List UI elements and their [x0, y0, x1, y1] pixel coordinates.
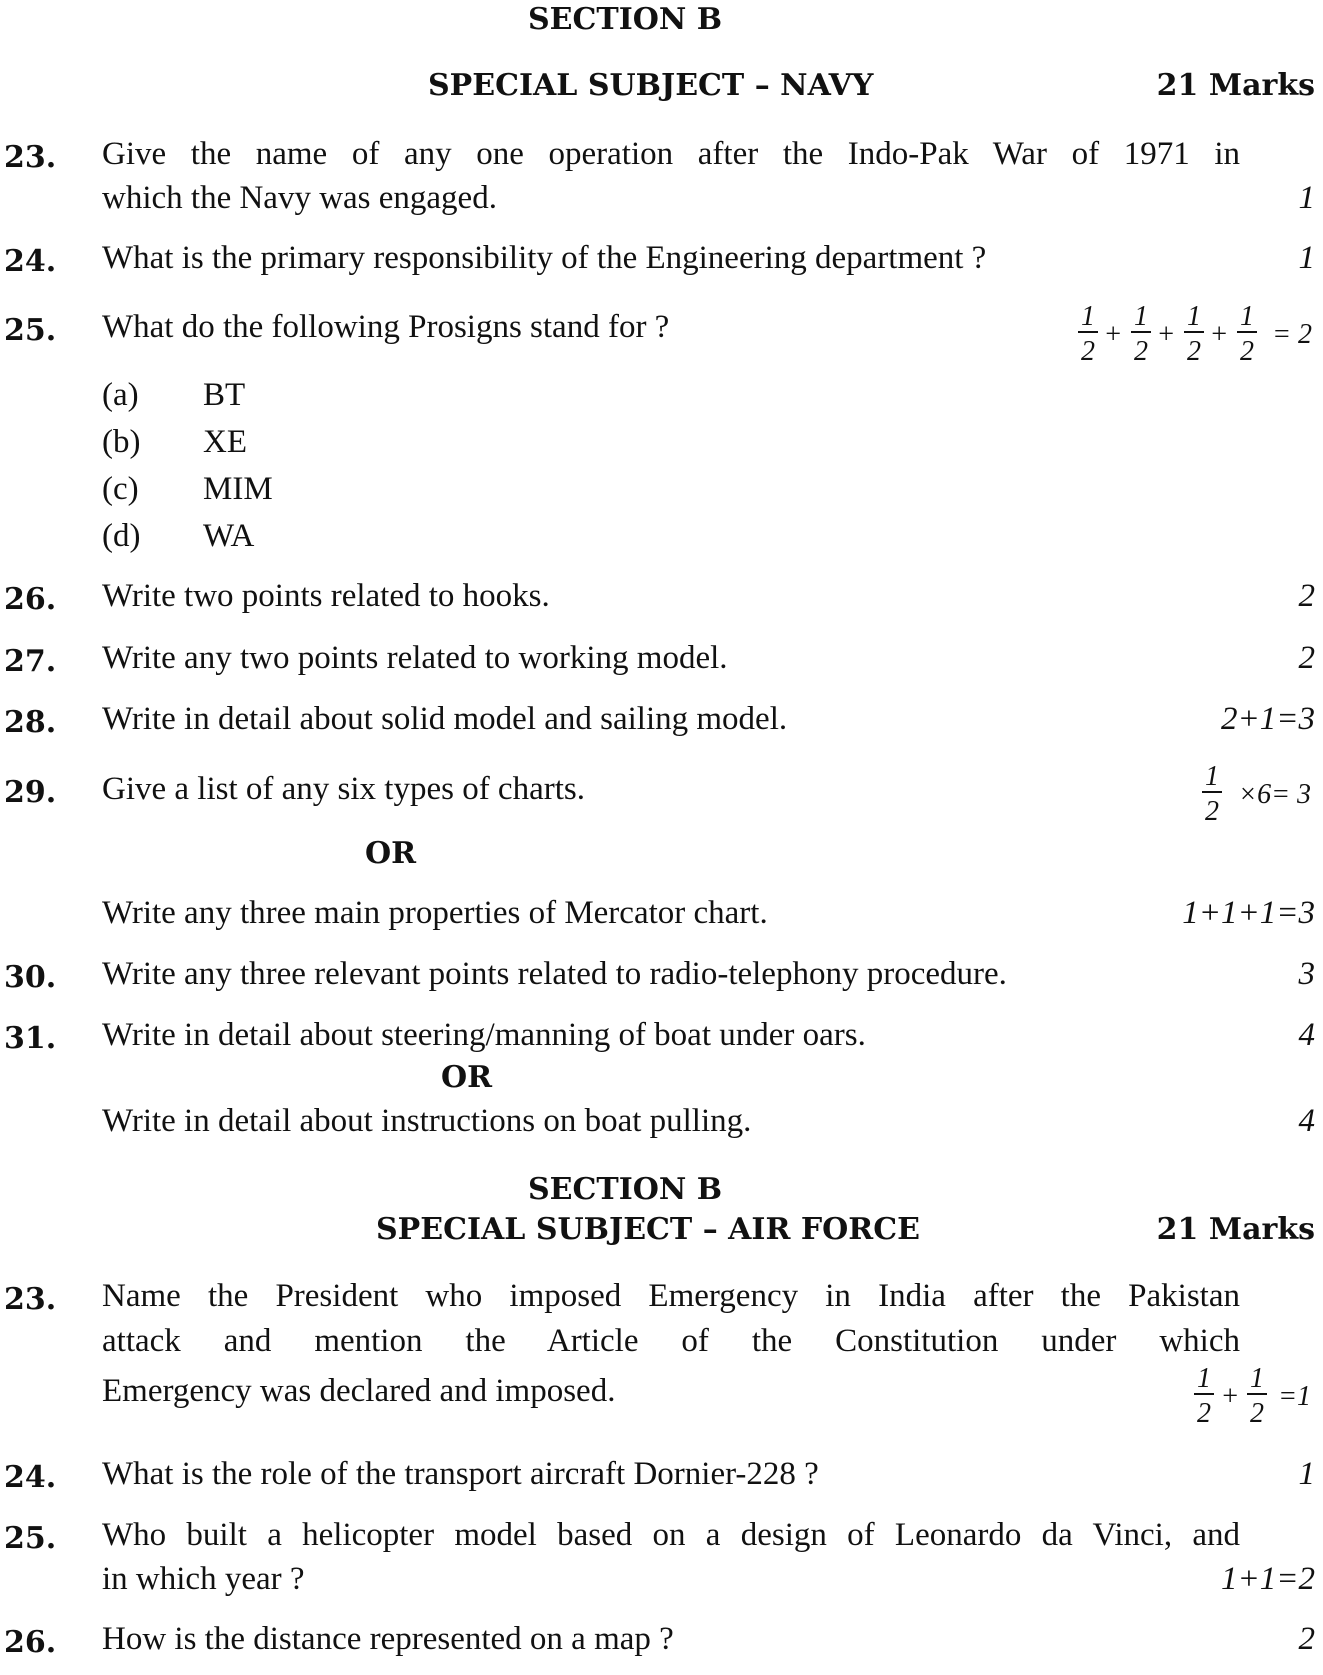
- navy-q29-alt-marks: 1+1+1=3: [1182, 895, 1315, 931]
- navy-q26-text: Write two points related to hooks.: [102, 578, 550, 614]
- navy-q29-alt-text: Write any three main properties of Mercator chart.: [102, 895, 768, 931]
- navy-q28-marks: 2+1=3: [1220, 701, 1315, 737]
- airforce-q24-number: 24.: [4, 1460, 57, 1495]
- airforce-q26-number: 26.: [4, 1625, 57, 1660]
- airforce-q24-marks: 1: [1298, 1456, 1315, 1492]
- navy-q30-number: 30.: [4, 960, 57, 995]
- navy-q30-text: Write any three relevant points related to radio-telephony procedure.: [102, 956, 1007, 992]
- airforce-total-marks: 21 Marks: [1156, 1212, 1315, 1247]
- navy-q27-number: 27.: [4, 644, 57, 679]
- navy-q26-marks: 2: [1298, 578, 1315, 614]
- fraction-numerator: 1: [1187, 301, 1201, 332]
- fraction-denominator: 2: [1187, 336, 1201, 367]
- navy-q31-alt-text: Write in detail about instructions on boat pulling.: [102, 1103, 752, 1139]
- plus-sign: +: [1209, 319, 1229, 350]
- navy-q23-number: 23.: [4, 140, 57, 175]
- navy-q25-option-c-text: MIM: [203, 471, 273, 507]
- navy-q31-or: OR: [441, 1060, 493, 1095]
- navy-q29-text: Give a list of any six types of charts.: [102, 771, 585, 807]
- airforce-q25-text-line1: Who built a helicopter model based on a design of Leonardo da Vinci, and: [102, 1517, 1240, 1553]
- navy-q25-option-d-text: WA: [203, 518, 255, 554]
- plus-sign: +: [1220, 1381, 1240, 1412]
- navy-q27-marks: 2: [1298, 640, 1315, 676]
- navy-q31-marks: 4: [1298, 1017, 1315, 1053]
- fraction-denominator: 2: [1250, 1398, 1264, 1429]
- navy-q29-marks-formula: [1190, 758, 1315, 828]
- navy-subject-heading: SPECIAL SUBJECT – NAVY: [428, 68, 874, 103]
- plus-sign: +: [1156, 319, 1176, 350]
- airforce-q23-number: 23.: [4, 1282, 57, 1317]
- airforce-q24-text: What is the role of the transport aircraft Dornier-228 ?: [102, 1456, 819, 1492]
- fraction-numerator: 1: [1134, 301, 1148, 332]
- fraction-numerator: 1: [1250, 1363, 1264, 1394]
- fraction-numerator: 1: [1205, 761, 1219, 792]
- airforce-q25-marks: 1+1=2: [1220, 1561, 1315, 1597]
- fraction-numerator: 1: [1197, 1363, 1211, 1394]
- navy-q28-number: 28.: [4, 705, 57, 740]
- airforce-q23-text-line2: attack and mention the Article of the Constitution under which: [102, 1323, 1240, 1359]
- airforce-q23-text-line3: Emergency was declared and imposed.: [102, 1373, 616, 1409]
- navy-section-heading: SECTION B: [528, 2, 723, 37]
- navy-q31-alt-marks: 4: [1298, 1103, 1315, 1139]
- airforce-q26-text: How is the distance represented on a map ?: [102, 1621, 674, 1657]
- navy-q29-or: OR: [365, 836, 417, 871]
- fraction-numerator: 1: [1240, 301, 1254, 332]
- navy-q25-option-b-text: XE: [203, 424, 247, 460]
- navy-q29-number: 29.: [4, 775, 57, 810]
- fraction-denominator: 2: [1197, 1398, 1211, 1429]
- airforce-q25-number: 25.: [4, 1521, 57, 1556]
- navy-q31-text: Write in detail about steering/manning of boat under oars.: [102, 1017, 866, 1053]
- airforce-q25-text-line2: in which year ?: [102, 1561, 305, 1597]
- navy-q24-number: 24.: [4, 244, 57, 279]
- navy-q25-marks-formula: [1068, 298, 1318, 368]
- plus-sign: +: [1103, 319, 1123, 350]
- navy-q23-text-line1: Give the name of any one operation after the Indo-Pak War of 1971 in: [102, 136, 1240, 172]
- navy-q25-number: 25.: [4, 313, 57, 348]
- airforce-q23-marks-formula: [1184, 1360, 1315, 1430]
- fraction-denominator: 2: [1081, 336, 1095, 367]
- navy-q25-option-b-label: (b): [102, 424, 141, 460]
- navy-q25-option-a-label: (a): [102, 377, 139, 413]
- navy-q24-text: What is the primary responsibility of the Engineering department ?: [102, 240, 987, 276]
- fraction-numerator: 1: [1081, 301, 1095, 332]
- navy-q30-marks: 3: [1298, 956, 1315, 992]
- navy-q26-number: 26.: [4, 582, 57, 617]
- airforce-q23-text-line1: Name the President who imposed Emergency in India after the Pakistan: [102, 1278, 1240, 1314]
- navy-q23-marks: 1: [1298, 180, 1315, 216]
- total-value: =1: [1278, 1381, 1311, 1412]
- navy-q31-number: 31.: [4, 1021, 57, 1056]
- navy-q28-text: Write in detail about solid model and sailing model.: [102, 701, 788, 737]
- navy-q23-text-line2: which the Navy was engaged.: [102, 180, 497, 216]
- airforce-subject-heading: SPECIAL SUBJECT – AIR FORCE: [376, 1212, 920, 1247]
- navy-q25-option-c-label: (c): [102, 471, 139, 507]
- fraction-denominator: 2: [1240, 336, 1254, 367]
- airforce-section-heading: SECTION B: [528, 1172, 723, 1207]
- fraction-denominator: 2: [1134, 336, 1148, 367]
- times-six-total: ×6= 3: [1238, 779, 1311, 810]
- navy-q25-option-d-label: (d): [102, 518, 141, 554]
- navy-q24-marks: 1: [1298, 240, 1315, 276]
- airforce-q26-marks: 2: [1298, 1621, 1315, 1657]
- navy-q25-option-a-text: BT: [203, 377, 246, 413]
- navy-q25-text: What do the following Prosigns stand for ?: [102, 309, 670, 345]
- fraction-denominator: 2: [1205, 796, 1219, 827]
- total-value: = 2: [1272, 319, 1312, 350]
- navy-total-marks: 21 Marks: [1156, 68, 1315, 103]
- navy-q27-text: Write any two points related to working model.: [102, 640, 728, 676]
